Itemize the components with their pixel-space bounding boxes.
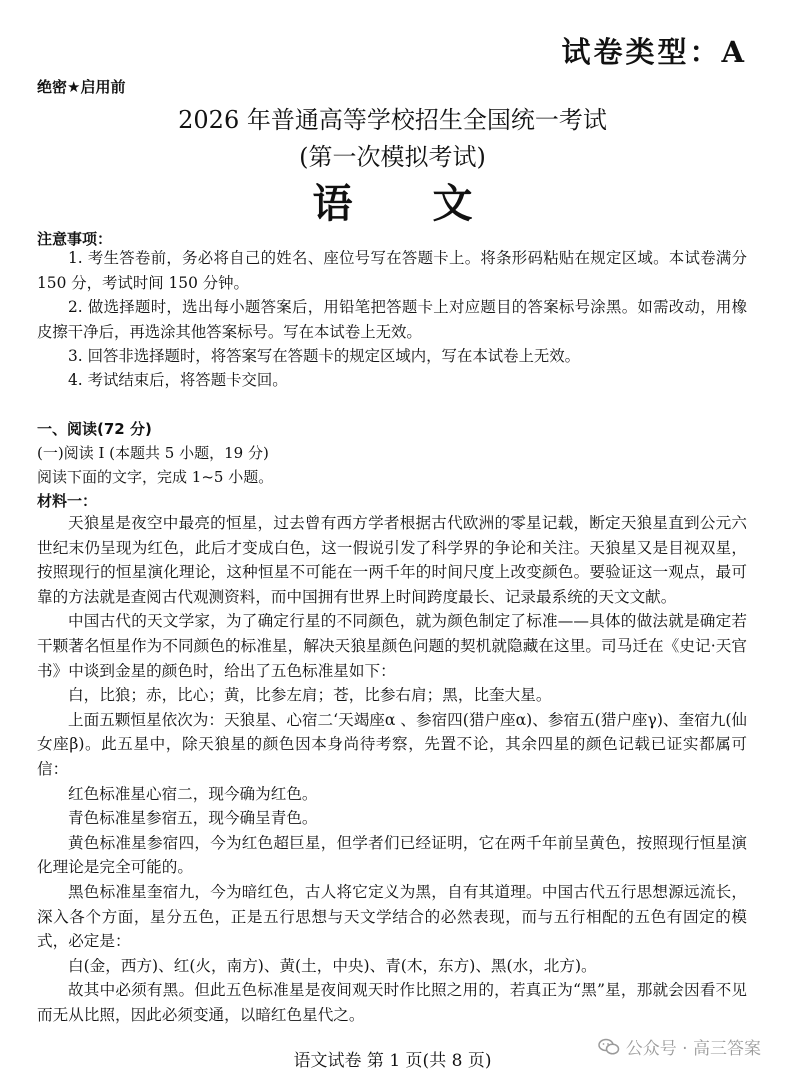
exam-title: 2026 年普通高等学校招生全国统一考试: [178, 106, 607, 134]
notice-item-4: 4. 考试结束后，将答题卡交回。: [68, 371, 288, 389]
material-paragraph: 黄色标准星参宿四，今为红色超巨星，但学者们已经证明，它在两千年前呈黄色，按照现行恒星演化理论是完全可能的。: [37, 833, 747, 877]
material-paragraph: 红色标准星心宿二，现今确为红色。: [68, 784, 318, 803]
instruction: 阅读下面的文字，完成 1~5 小题。: [37, 468, 274, 486]
material-paragraph: 青色标准星参宿五，现今确呈青色。: [68, 809, 318, 828]
notice-item-3: 3. 回答非选择题时，将答案写在答题卡的规定区域内，写在本试卷上无效。: [68, 347, 581, 365]
material-paragraph: 白(金，西方)、红(火，南方)、黄(土，中央)、青(木，东方)、黑(水，北方)。: [68, 956, 597, 975]
material-paragraph: 故其中必须有黑。但此五色标准星是夜间观天时作比照之用的，若真正为“黑”星，那就会因看不见而无从比照，因此必须变通，以暗红色星代之。: [37, 981, 747, 1024]
paper-type: 试卷类型：A: [561, 35, 747, 69]
notice-item-1: 1. 考生答卷前，务必将自己的姓名、座位号写在答题卡上。将条形码粘贴在规定区域。本试卷满分 150 分，考试时间 150 分钟。: [37, 249, 747, 292]
material-heading: 材料一：: [37, 492, 98, 510]
subject-title: 语 文: [312, 180, 473, 227]
material-paragraph: 白，比狼；赤，比心；黄，比参左肩；苍，比参右肩；黑，比奎大星。: [68, 686, 552, 705]
material-body: [37, 511, 747, 1027]
section-heading: 一、阅读(72 分): [37, 420, 152, 438]
page-footer: 语文试卷 第 1 页(共 8 页): [293, 1051, 492, 1071]
material-paragraph: 中国古代的天文学家，为了确定行星的不同颜色，就为颜色制定了标准——具体的做法就是确定若干颗著名恒星作为不同颜色的标准星，解决天狼星颜色问题的契机就隐藏在这里。司马迁在《史记·天官书》中谈到金星的颜色时，给出了五色标准星如下：: [37, 612, 747, 680]
material-paragraph: 上面五颗恒星依次为：天狼星、心宿二‘天竭座α 、参宿四(猎户座α)、参宿五(猎户座γ)、奎宿九(仙女座β)。此五星中，除天狼星的颜色因本身尚待考察，先置不论，其余四星的颜色记载已证实都属可信：: [37, 710, 747, 778]
notice-heading: 注意事项：: [37, 230, 113, 248]
notice-item-2: 2. 做选择题时，选出每小题答案后，用铅笔把答题卡上对应题目的答案标号涂黑。如需改动，用橡皮擦干净后，再选涂其他答案标号。写在本试卷上无效。: [37, 298, 747, 341]
secret-label: 绝密★启用前: [37, 78, 126, 96]
watermark-text: 公众号 · 高三答案: [625, 1039, 761, 1059]
subsection-heading: (一)阅读 I (本题共 5 小题，19 分): [37, 444, 269, 462]
wechat-icon: [598, 1038, 620, 1056]
watermark: [598, 1034, 761, 1059]
exam-subtitle: (第一次模拟考试): [299, 143, 486, 171]
material-paragraph: 黑色标准星奎宿九，今为暗红色，古人将它定义为黑，自有其道理。中国古代五行思想源远流长，深入各个方面，星分五色，正是五行思想与天文学结合的必然表现，而与五行相配的五色有固定的模式，必定是：: [37, 882, 747, 951]
material-paragraph: 天狼星是夜空中最亮的恒星，过去曾有西方学者根据古代欧洲的零星记载，断定天狼星直到公元六世纪末仍呈现为红色，此后才变成白色，这一假说引发了科学界的争论和关注。天狼星又是目视双星，按照现行的恒星演化理论，这种恒星不可能在一两千年的时间尺度上改变颜色。要验证这一观点，最可靠的方法就是查阅古代观测资料，而中国拥有世界上时间跨度最长、记录最系统的天文文献。: [37, 514, 747, 606]
